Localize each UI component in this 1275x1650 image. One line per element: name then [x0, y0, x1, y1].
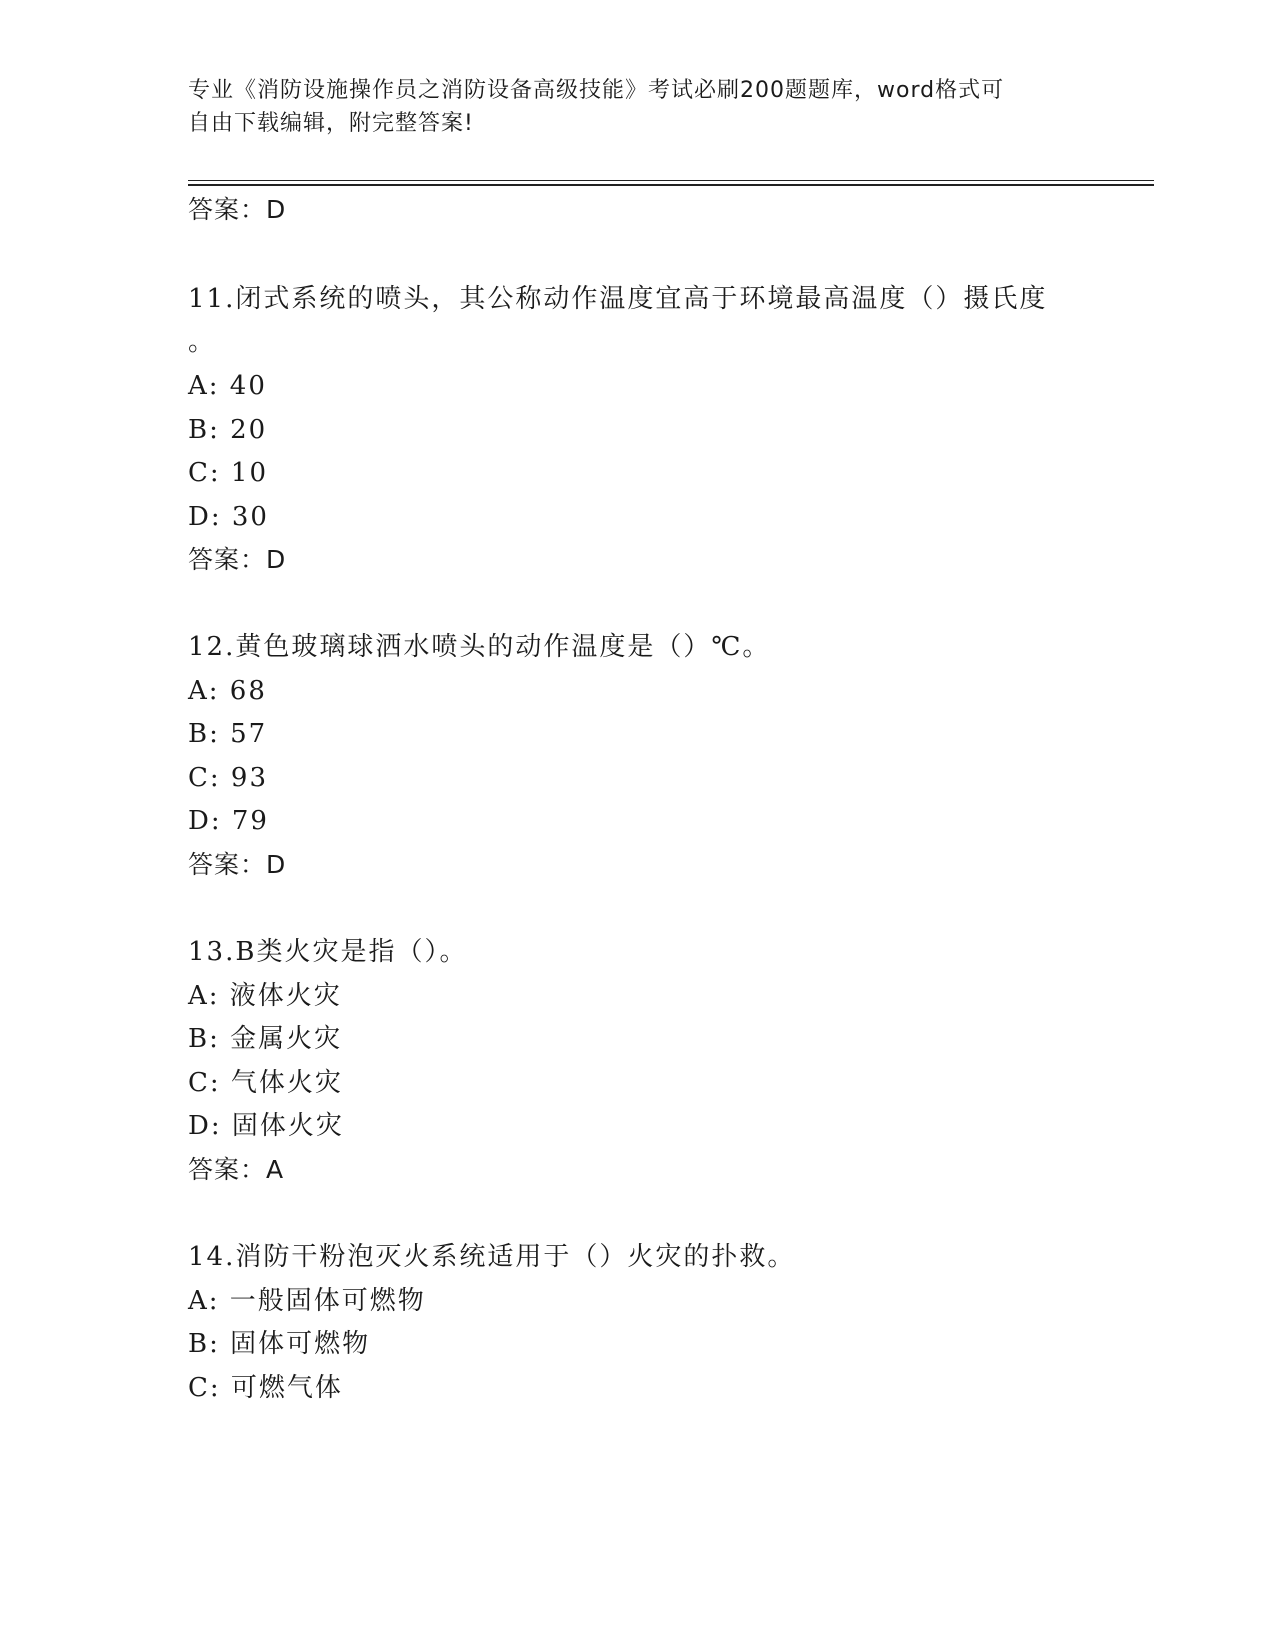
q13-option-d: D: 固体火灾	[188, 1111, 344, 1141]
q14-option-a: A: 一般固体可燃物	[188, 1286, 426, 1316]
q12-option-b: B: 57	[188, 719, 268, 749]
q12-option-c: C: 93	[188, 763, 269, 793]
q12-option-d: D: 79	[188, 806, 269, 836]
question-13-text: 13.B类火灾是指（）。	[188, 937, 468, 967]
q11-option-c: C: 10	[188, 458, 269, 488]
document-header	[188, 74, 1088, 140]
answer-q12: 答案：D	[188, 850, 287, 879]
header-line-2: 自由下载编辑，附完整答案!	[188, 111, 474, 136]
q12-option-a: A: 68	[188, 676, 267, 706]
q13-option-a: A: 液体火灾	[188, 981, 342, 1011]
question-14-text: 14.消防干粉泡灭火系统适用于（）火灾的扑救。	[188, 1242, 796, 1272]
header-divider-thick	[188, 184, 1154, 186]
q11-option-d: D: 30	[188, 502, 269, 532]
q11-option-b: B: 20	[188, 415, 268, 445]
q14-option-c: C: 可燃气体	[188, 1373, 343, 1403]
q14-option-b: B: 固体可燃物	[188, 1329, 371, 1359]
question-11-text: 11.闭式系统的喷头，其公称动作温度宜高于环境最高温度（）摄氏度	[188, 284, 1048, 314]
q13-option-c: C: 气体火灾	[188, 1068, 343, 1098]
question-11-text-cont: 。	[188, 327, 217, 357]
answer-q10: 答案：D	[188, 195, 287, 224]
answer-q13: 答案：A	[188, 1155, 285, 1184]
question-12-text: 12.黄色玻璃球洒水喷头的动作温度是（）℃。	[188, 632, 771, 662]
header-divider-thin	[188, 180, 1154, 181]
header-line-1: 专业《消防设施操作员之消防设备高级技能》考试必刷200题题库，word格式可	[188, 78, 1005, 103]
q11-option-a: A: 40	[188, 371, 267, 401]
q13-option-b: B: 金属火灾	[188, 1024, 343, 1054]
answer-q11: 答案：D	[188, 545, 287, 574]
